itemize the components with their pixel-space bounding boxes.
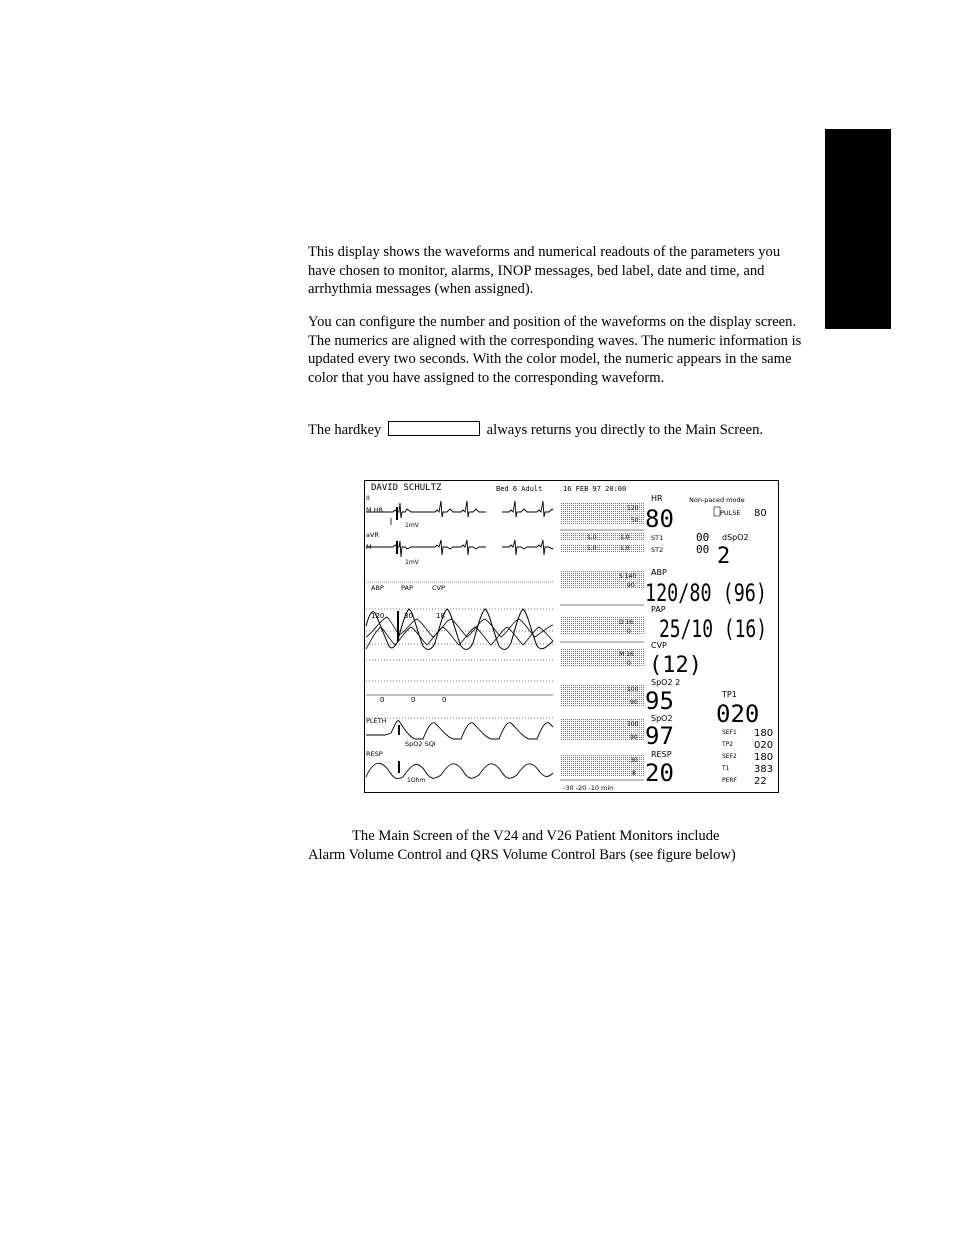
trend-abp-b: 90 <box>627 582 635 589</box>
st2-label: ST2 <box>651 546 664 554</box>
resp-value: 20 <box>645 759 674 787</box>
resp-scale: 1Ohm <box>407 777 426 784</box>
trend-cvp-a: M 16 <box>619 651 634 658</box>
hr-value: 80 <box>645 505 674 533</box>
ecg2-waveform <box>366 540 553 557</box>
trend-st1 <box>560 533 644 541</box>
trend-st1-b: 1.0 <box>620 534 630 541</box>
trend-resp-max: 30 <box>630 757 638 764</box>
resp-label: RESP <box>366 750 383 758</box>
caption-line-2: Alarm Volume Control and QRS Volume Control Bars (see figure below) <box>308 846 736 863</box>
spo2-2-label: SpO2 2 <box>651 678 681 687</box>
ecg2-cal-marker <box>396 541 398 554</box>
trend-spo2b-max: 100 <box>627 721 639 728</box>
tp1-label: TP1 <box>722 690 737 699</box>
trend-abp-a: S 140 <box>619 573 637 580</box>
trend-hr-max: 120 <box>627 505 639 512</box>
pressure-scale-cvp: 18 <box>436 612 445 620</box>
monitor-main-screen <box>364 480 779 793</box>
pleth-marker <box>398 725 400 735</box>
caption-line-1 <box>308 827 818 846</box>
ecg1-scale: 1mV <box>405 522 419 529</box>
eeg-label-t1: T1 <box>722 765 730 772</box>
trend-pap-b: 0 <box>627 628 631 635</box>
chapter-tab <box>825 129 891 329</box>
pressure-scale-pap: 30 <box>404 612 413 620</box>
trend-spo2a-min: 90 <box>630 699 638 706</box>
cvp-value: (12) <box>649 653 702 678</box>
ecg1-mode-label: M HR <box>366 506 384 514</box>
eeg-label-tp2: TP2 <box>722 741 734 748</box>
pressure-zero-abp: 0 <box>380 696 385 704</box>
pap-waveform <box>366 617 553 637</box>
trend-spo2b-min: 90 <box>630 734 638 741</box>
bed-label: Bed 6 Adult <box>496 485 543 493</box>
pap-label: PAP <box>651 605 666 614</box>
ecg2-lead-label: aVR <box>366 531 379 539</box>
pleth-sub-label: SpO2 SQI <box>405 740 436 748</box>
eeg-value-t1: 383 <box>754 764 774 775</box>
cvp-label: CVP <box>651 641 667 650</box>
pressure-zero-pap: 0 <box>411 696 416 704</box>
pressure-label-abp: ABP <box>371 584 384 592</box>
dspo2-value: 2 <box>717 544 731 569</box>
spo2-2-value: 95 <box>645 687 674 715</box>
eeg-label-sef1: SEF1 <box>722 729 737 736</box>
eeg-label-perf: PERF <box>722 777 738 784</box>
spo2-value: 97 <box>645 722 674 750</box>
ecg1-lead-label: II <box>366 494 370 502</box>
trend-hr-min: 50 <box>631 517 639 524</box>
main-screen-hardkey[interactable] <box>388 421 480 436</box>
eeg-label-sef2: SEF2 <box>722 753 737 760</box>
ecg1-waveform <box>366 501 553 518</box>
trend-st2 <box>560 544 644 552</box>
pressure-zero-cvp: 0 <box>442 696 447 704</box>
eeg-value-sef2: 180 <box>754 752 774 763</box>
hardkey-text-after: always returns you directly to the Main Screen. <box>486 422 764 438</box>
ecg1-cal-marker <box>396 507 398 520</box>
trend-pap-a: D 16 <box>619 619 634 626</box>
st2-value: 00 <box>696 543 710 556</box>
trend-time-axis: -30 -20 -10 min <box>563 784 614 792</box>
ecg2-scale: 1mV <box>405 559 419 566</box>
st1-value: 00 <box>696 531 710 544</box>
resp-waveform <box>366 763 553 778</box>
paragraph-hardkey <box>308 421 803 440</box>
spo2-label: SpO2 <box>651 714 673 723</box>
trend-st2-b: 1.0 <box>620 545 630 552</box>
abp-label: ABP <box>651 568 667 577</box>
eeg-value-sef1: 180 <box>754 728 774 739</box>
caption-line-1-text: The Main Screen of the V24 and V26 Patient Monitors include <box>352 828 720 844</box>
patient-name: DAVID SCHULTZ <box>371 483 442 493</box>
st1-label: ST1 <box>651 534 664 542</box>
pressure-cal-marker <box>397 611 399 641</box>
pulse-label: PULSE <box>720 509 741 517</box>
pleth-waveform <box>366 721 553 739</box>
trend-spo2a-max: 100 <box>627 686 639 693</box>
eeg-value-tp2: 020 <box>754 740 774 751</box>
figure-caption <box>308 827 818 864</box>
tp1-value: 020 <box>716 700 760 728</box>
paragraph-configure-waveforms: You can configure the number and position of the waveforms on the display screen. The numerics are aligned with the corresponding waves. The numeric information is updated every two seconds. With the color model, the numeric appears in the same color that you have assigned to the corresponding waveform. <box>308 314 802 386</box>
paragraph-display-description: This display shows the waveforms and numerical readouts of the parameters you have chosen to monitor, alarms, INOP messages, bed label, date and time, and arrhythmia messages (when assigned). <box>308 244 781 298</box>
trend-resp-min: 8 <box>632 770 636 777</box>
pacing-mode: Non-paced mode <box>689 496 745 504</box>
resp-num-label: RESP <box>651 750 672 759</box>
abp-value: 120/80 (96) <box>645 579 767 607</box>
pap-value: 25/10 (16) <box>659 615 767 643</box>
cvp-waveform <box>366 627 553 649</box>
trend-cvp-b: 0 <box>627 660 631 667</box>
pressure-scale-abp: 120 <box>371 612 385 620</box>
ecg2-mode-label: M <box>366 543 372 551</box>
dspo2-label: dSpO2 <box>722 533 749 542</box>
resp-marker <box>398 761 400 773</box>
trend-st2-a: 1.0 <box>587 545 597 552</box>
pressure-label-pap: PAP <box>401 584 413 592</box>
pulse-value: 80 <box>754 508 767 519</box>
pressure-label-cvp: CVP <box>432 584 445 592</box>
eeg-value-perf: 22 <box>754 776 767 787</box>
trend-st1-a: 1.0 <box>587 534 597 541</box>
pleth-label: PLETH <box>366 717 387 725</box>
hr-label: HR <box>651 494 663 503</box>
date-time: 16 FEB 97 20:00 <box>563 485 627 493</box>
hardkey-text-before: The hardkey <box>308 422 382 438</box>
